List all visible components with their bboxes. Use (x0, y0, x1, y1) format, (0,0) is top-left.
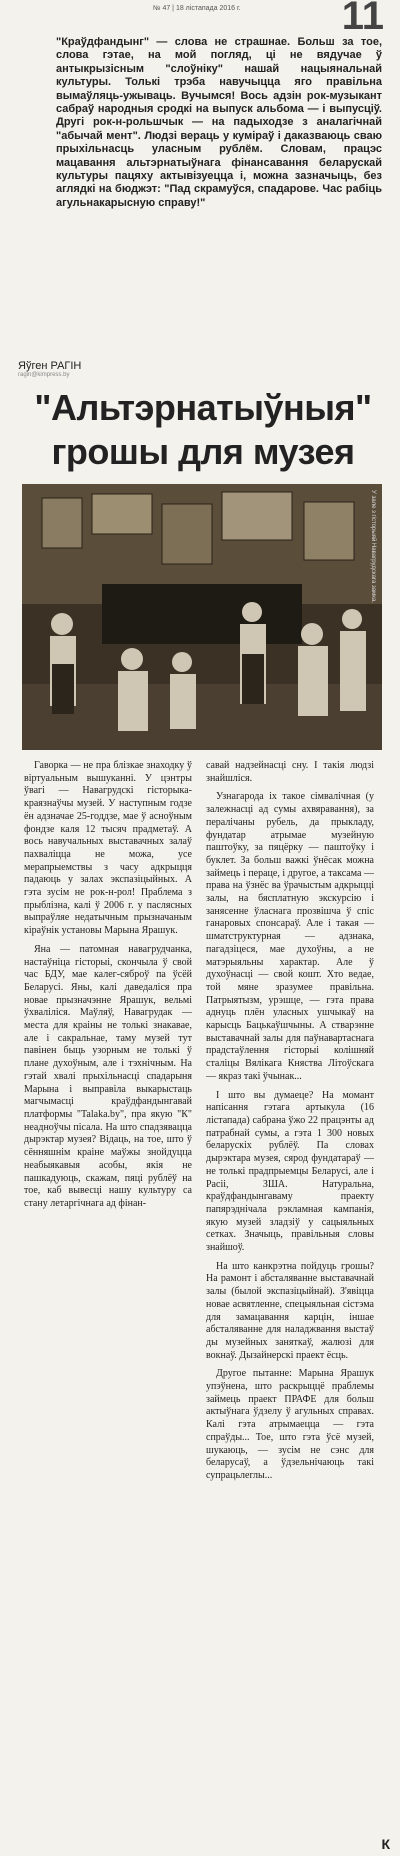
column-2 (206, 760, 374, 1489)
photo-illustration (22, 484, 382, 750)
author-name: Яўген РАГІН (18, 360, 82, 372)
paragraph: Яна — патомная навагрудчанка, настаўніца гісторыі, скончыла ў свой час БДУ, мае калег-сяброў па ўсёй Беларусі. Яны, калі даведаліся пра новае прызначэнне Ярашук, вельмі ўхваліліся. Маўляў, Навагрудак — места для краіны не толькі знакавае, але і сакральнае, таму музей тут павінен быць узорным не толькі ў плане духоўным, але і тэхнічным. На гэтай хвалі прыхільнасці спадарыня Марына і выправіла выкарыстаць магчымасці краўдфандынгавай платформы "Talaka.by", пра якую "К" неадноўчы пісала. На што спадзявацца дырэктар музея? Відаць, на тое, што ў сённяшнім краіне маўжы знойдуцца неабыякавыя асобы, якія не пашкадуюць, скажам, пяці рублёў на тое, каб вывесці нашу культуру са стану летаргічнага ад фінан- (24, 943, 192, 1209)
column-1 (24, 760, 192, 1489)
end-mark: К (381, 1836, 390, 1852)
article-photo (22, 484, 382, 750)
paragraph: Другое пытанне: Марына Ярашук упэўнена, што раскрыццё праблемы займець праект ПРАФЕ для больш актыўнага ўдзелу ў агульных справах. Калі гэта атрымаецца — гэта спраўды... Тое, што гэта ўсё музей, шукаюць, — зусім не сэнс для беларусаў, а ўдзельнічаюць такі супрацьлеглы... (206, 1368, 374, 1481)
article-headline (18, 386, 388, 474)
lead-paragraph: "Краўдфандынг" — слова не страшнае. Больш за тое, слова гэтае, на мой погляд, ці не вядучае ў антыкрызісным "слоўніку" нашай нацыянальнай культуры. Толькі трэба навучыцца яго правільна вымаўляць-ужываць. Вучымся! Вось адзін рок-музыкант сабраў народныя сродкі на выпуск альбома — і выпусціў. Другі рок-н-рольшчык — на падыходзе з аналагічнай "абычай мент". Людзі вераць у куміраў і даказваюць сваю прыхільнасць уласным рублём. Словам, працэс мацавання альтэрнатыўнага фінансавання беларускай культуры пацяху актывізуецца і, можна зазначыць, без аглядкі на бюджэт: "Пад скрамуўся, спадарове. Час рабіць агульнакарысную справу!" (56, 36, 382, 209)
paragraph: Гаворка — не пра блізкае знаходку ў віртуальным вышуканні. У цэнтры ўвагі — Навагрудскі гісторыка-краязнаўчы музей. У наступным годзе ён адзначае 25-годдзе, мае ў асноўным фондзе каля 12 тысяч прадметаў. А вось навучальных выставачных залаў пахваліцца не можа, усе мерапрыемствы з часу адкрыцця падаюць у залах экспазіцыйных. А гэта зусім не рок-н-рол! Праблема з прыблізна, калі ў 2006 г. у паслясных выпраўляе недатычным прызначаным кіраўнік установы Марына Ярашук. (24, 760, 192, 937)
article-body (18, 760, 388, 1489)
photo-caption: У зале з гісторыяй Навагрудскага замка. (370, 490, 376, 603)
headline-line-2: грошы для музея (51, 431, 355, 472)
headline-line-1: "Альтэрнатыўныя" (34, 387, 372, 428)
paragraph: Узнагарода іх такое сімвалічная (у залежнасці ад сумы ахвяравання), за пералічаны рубель, да прыкладу, фундатар атрымае музейную паштоўку, за пяцёрку — паштоўку і буклет. За больш важкі ўнёсак можна займець і пераце, і другое, а таксама — права на ўзнёс ва ўрачыстым адкрыцці залы, на бясплатную экскурсію і занясенне ўласнага прозвішча ў спіс ганаровых спонсараў. Але і такая — шматструктурная — адзнака, пагадзіцеся, мае духоўны, а не матэрыяльны характар. Але ў духоўнасці — свой кошт. Хто ведае, той мяне зразумее правільна. Патрыятызм, урэшце, — гэта права аднуць плён уласных ушчыкаў на карысць Бацькаўшчыны. А стварэнне выставачнай залы для паўнавартаснага прадстаўлення гісторыі колішняй сталіцы Вялікага Княства Літоўскага — якраз такі ўчынак... (206, 791, 374, 1082)
issue-line: № 47 | 18 лістапада 2016 г. (153, 5, 241, 12)
paragraph: савай надзейнасці сну. І такія людзі знайшліся. (206, 760, 374, 784)
paragraph: І што вы думаеце? На момант напісання гэтага артыкула (16 лістапада) сабрана ўжо 22 працэнты ад патрабнай сумы, а гэта 1 300 новых беларускіх рублёў. Па словах дырэктара музея, сярод фундатараў — не толькі прадпрыемцы Беларусі, але і Расіі, ЗША. Натуральна, краўдфандынгаваму праекту папярэднічала рэкламная кампанія, якую музей зладзіў у сацыяльных сетках. Значыць, правільныя словы знайшоў. (206, 1089, 374, 1254)
paragraph: На што канкрэтна пойдуць грошы? На рамонт і абсталяванне выставачнай залы (былой экспазіцыйнай). З'явіцца новае асвятленне, спецыяльная сістэма для замацавання карцін, іншае абсталяванне для наладжвання выстаў ды музейных заняткаў, жалюзі для вокнаў. Дызайнерскі праект ёсць. (206, 1260, 374, 1361)
masthead (18, 0, 388, 38)
page-number: 11 (341, 0, 384, 38)
author-email: ragin@kimpress.by (18, 372, 70, 378)
byline (18, 360, 388, 378)
